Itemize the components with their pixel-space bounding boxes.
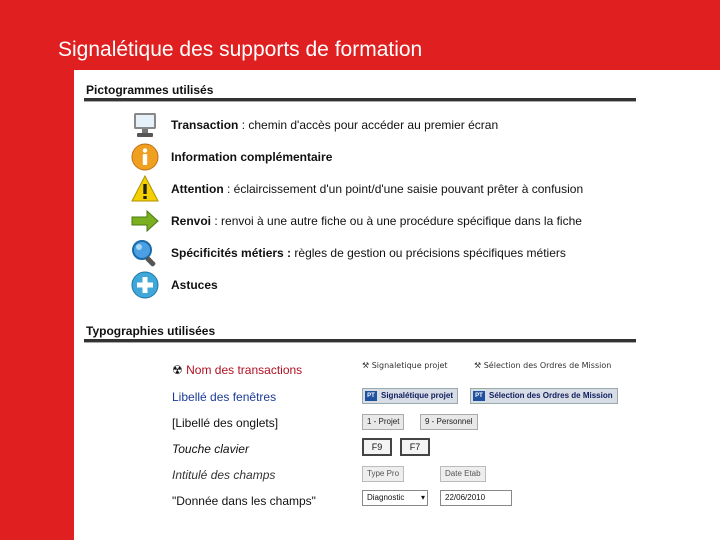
pictograms-heading: Pictogrammes utilisés (86, 83, 214, 97)
magnifier-icon (130, 238, 160, 268)
picto-row-specificites (130, 238, 650, 268)
window-badge-icon: PT (365, 391, 377, 401)
warning-icon (130, 174, 160, 204)
sample-tab-2: 9 - Personnel (420, 414, 478, 430)
picto-row-attention (130, 174, 650, 204)
sample-tab-1: 1 - Projet (362, 414, 404, 430)
sample-key-2: F7 (400, 438, 430, 456)
sample-dropdown: Diagnostic ▾ (362, 490, 428, 506)
typo-fields-label: Intitulé des champs (172, 468, 276, 482)
picto-text: Spécificités métiers : règles de gestion ou précisions spécifiques métiers (171, 246, 566, 260)
window-badge-icon: PT (473, 391, 485, 401)
picto-text: Transaction : chemin d'accès pour accéder au premier écran (171, 118, 499, 132)
typo-transactions-label: ☢ Nom des transactions (172, 363, 303, 377)
pictograms-rule (84, 98, 636, 102)
computer-monitor-icon (130, 110, 160, 140)
typo-tabs-label: [Libellé des onglets] (172, 416, 279, 430)
picto-row-renvoi (130, 206, 650, 236)
picto-text: Renvoi : renvoi à une autre fiche ou à une procédure spécifique dans la fiche (171, 214, 582, 228)
sample-field-1: Type Pro (362, 466, 404, 482)
typo-keys-label: Touche clavier (172, 442, 249, 456)
arrow-right-icon (130, 206, 160, 236)
sample-transaction-1: ⚒ Signaletique projet (362, 361, 448, 370)
sample-transaction-2: ⚒ Sélection des Ordres de Mission (474, 361, 612, 370)
information-icon (130, 142, 160, 172)
picto-text: Attention : éclaircissement d'un point/d'une saisie pouvant prêter à confusion (171, 182, 584, 196)
hammer-icon: ⚒ (474, 361, 482, 370)
typo-windows-label: Libellé des fenêtres (172, 390, 277, 404)
picto-text: Information complémentaire (171, 150, 333, 164)
picto-text: Astuces (171, 278, 218, 292)
sample-date-input: 22/06/2010 (440, 490, 512, 506)
sample-key-1: F9 (362, 438, 392, 456)
picto-row-information (130, 142, 650, 172)
picto-row-astuces (130, 270, 650, 300)
content-panel (74, 70, 720, 540)
plus-tip-icon (130, 270, 160, 300)
typography-rule (84, 339, 636, 343)
sample-window-1: PT Signalétique projet (362, 388, 458, 404)
transaction-bullet-icon: ☢ (172, 363, 183, 377)
slide-title: Signalétique des supports de formation (58, 38, 423, 61)
chevron-down-icon: ▾ (420, 493, 425, 502)
sample-window-2: PT Sélection des Ordres de Mission (470, 388, 618, 404)
picto-row-transaction (130, 110, 650, 140)
typo-field-data-label: "Donnée dans les champs" (172, 494, 316, 508)
typography-heading: Typographies utilisées (86, 324, 216, 338)
sample-field-2: Date Etab (440, 466, 486, 482)
hammer-icon: ⚒ (362, 361, 370, 370)
